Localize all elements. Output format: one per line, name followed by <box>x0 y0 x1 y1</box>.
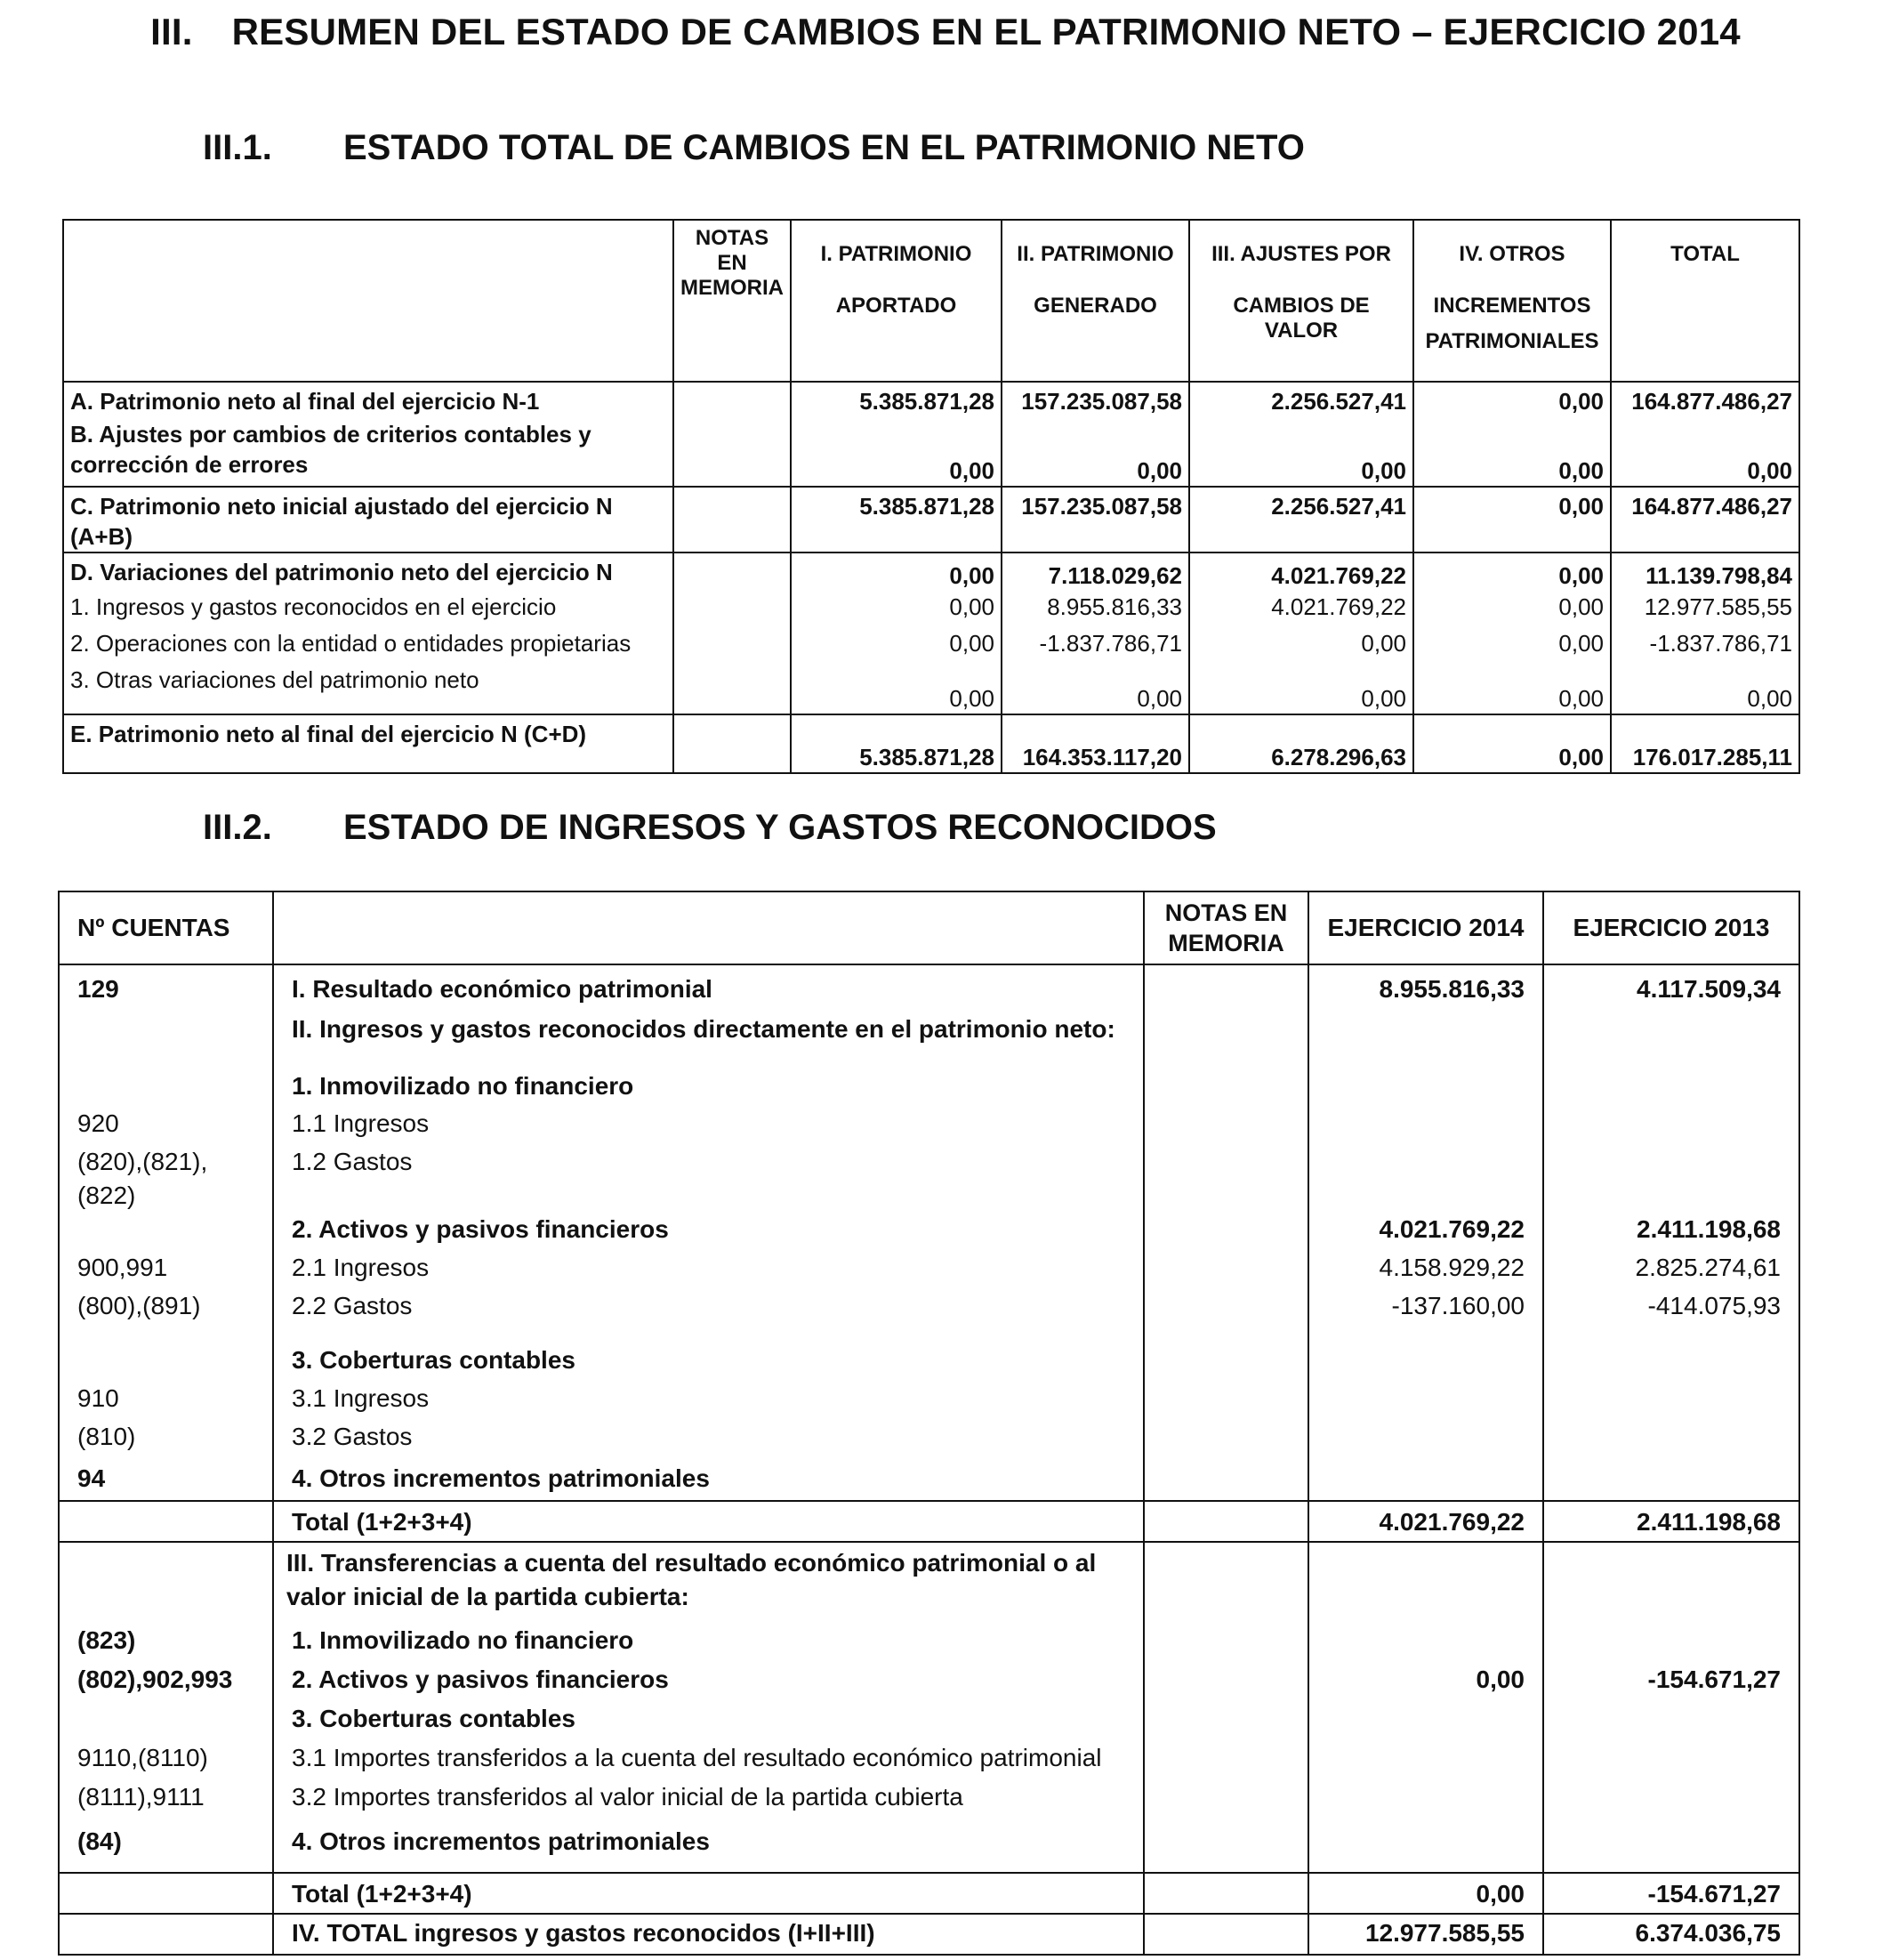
section2-number: III.2. <box>203 808 272 847</box>
table-row: (823) 1. Inmovilizado no financiero <box>59 1624 1799 1663</box>
table-row: B. Ajustes por cambios de criterios contables y corrección de errores 0,00 0,00 0,00 0,00 0,00 <box>63 419 1799 487</box>
table-row: (800),(891) 2.2 Gastos -137.160,00 -414.075,93 <box>59 1289 1799 1343</box>
header-patrimonio-aportado: I. PATRIMONIO APORTADO <box>791 220 1002 382</box>
header-blank <box>63 220 673 382</box>
header-patrimonio-generado: II. PATRIMONIO GENERADO <box>1002 220 1189 382</box>
income-expense-table <box>58 891 1800 1956</box>
table-row: 3. Coberturas contables <box>59 1702 1799 1741</box>
table-row: Total (1+2+3+4) 0,00 -154.671,27 <box>59 1873 1799 1914</box>
page-title-number: III. <box>150 11 193 52</box>
table-row: III. Transferencias a cuenta del resultado económico patrimonial o al valor inicial de la partida cubierta: <box>59 1542 1799 1624</box>
table-row: (810) 3.2 Gastos <box>59 1420 1799 1462</box>
table-row: 9110,(8110) 3.1 Importes transferidos a la cuenta del resultado económico patrimonial <box>59 1741 1799 1780</box>
header-notas: NOTAS EN MEMORIA <box>673 220 791 382</box>
header-blank <box>273 891 1144 964</box>
header-ejercicio-2013: EJERCICIO 2013 <box>1543 891 1799 964</box>
table-row: 1. Inmovilizado no financiero <box>59 1069 1799 1107</box>
page-title <box>0 11 1891 53</box>
equity-changes-table <box>62 219 1800 774</box>
table-row: 2. Operaciones con la entidad o entidades propietarias 0,00 -1.837.786,71 0,00 0,00 -1.837.786,71 <box>63 628 1799 665</box>
table-row: 920 1.1 Ingresos <box>59 1107 1799 1145</box>
header-ajustes: III. AJUSTES POR CAMBIOS DE VALOR <box>1189 220 1413 382</box>
table-row: II. Ingresos y gastos reconocidos directamente en el patrimonio neto: <box>59 1007 1799 1069</box>
table-row: (8111),9111 3.2 Importes transferidos al valor inicial de la partida cubierta <box>59 1780 1799 1825</box>
table-header-row <box>63 220 1799 382</box>
table-header-row <box>59 891 1799 964</box>
table-row: 3. Otras variaciones del patrimonio neto 0,00 0,00 0,00 0,00 0,00 <box>63 665 1799 714</box>
section1-number: III.1. <box>203 128 272 167</box>
header-total: TOTAL <box>1611 220 1799 382</box>
header-cuentas: Nº CUENTAS <box>77 914 230 941</box>
section2-heading <box>203 808 1217 848</box>
table-row: 900,991 2.1 Ingresos 4.158.929,22 2.825.274,61 <box>59 1251 1799 1289</box>
table-row: (820),(821),(822) 1.2 Gastos <box>59 1145 1799 1213</box>
table-row: 129 I. Resultado económico patrimonial 8.955.816,33 4.117.509,34 <box>59 964 1799 1007</box>
table-row: IV. TOTAL ingresos y gastos reconocidos (I+II+III) 12.977.585,55 6.374.036,75 <box>59 1914 1799 1955</box>
table-row: A. Patrimonio neto al final del ejercicio N-1 5.385.871,28 157.235.087,58 2.256.527,41 0,00 164.877.486,27 <box>63 382 1799 419</box>
section1-heading <box>203 128 1305 168</box>
table-row: E. Patrimonio neto al final del ejercicio N (C+D) 5.385.871,28 164.353.117,20 6.278.296,63 0,00 176.017.285,11 <box>63 714 1799 773</box>
table-row: 94 4. Otros incrementos patrimoniales <box>59 1462 1799 1501</box>
table-row: 3. Coberturas contables <box>59 1343 1799 1382</box>
section1-title: ESTADO TOTAL DE CAMBIOS EN EL PATRIMONIO NETO <box>343 128 1305 167</box>
table-row: 910 3.1 Ingresos <box>59 1382 1799 1420</box>
table-row: 1. Ingresos y gastos reconocidos en el ejercicio 0,00 8.955.816,33 4.021.769,22 0,00 12.977.585,55 <box>63 592 1799 628</box>
table-row: 2. Activos y pasivos financieros 4.021.769,22 2.411.198,68 <box>59 1213 1799 1251</box>
table-row: (84) 4. Otros incrementos patrimoniales <box>59 1825 1799 1873</box>
page-title-text: RESUMEN DEL ESTADO DE CAMBIOS EN EL PATRIMONIO NETO – EJERCICIO 2014 <box>231 11 1741 52</box>
table-row: Total (1+2+3+4) 4.021.769,22 2.411.198,68 <box>59 1501 1799 1542</box>
header-notas: NOTAS EN MEMORIA <box>1144 891 1308 964</box>
header-otros: IV. OTROS INCREMENTOS PATRIMONIALES <box>1413 220 1611 382</box>
table-row: C. Patrimonio neto inicial ajustado del ejercicio N (A+B) 5.385.871,28 157.235.087,58 2.256.527,41 0,00 164.877.486,27 <box>63 487 1799 553</box>
section2-title: ESTADO DE INGRESOS Y GASTOS RECONOCIDOS <box>343 808 1217 847</box>
header-ejercicio-2014: EJERCICIO 2014 <box>1308 891 1543 964</box>
table-row: D. Variaciones del patrimonio neto del ejercicio N 0,00 7.118.029,62 4.021.769,22 0,00 11.139.798,84 <box>63 553 1799 592</box>
table-row: (802),902,993 2. Activos y pasivos financieros 0,00 -154.671,27 <box>59 1663 1799 1702</box>
